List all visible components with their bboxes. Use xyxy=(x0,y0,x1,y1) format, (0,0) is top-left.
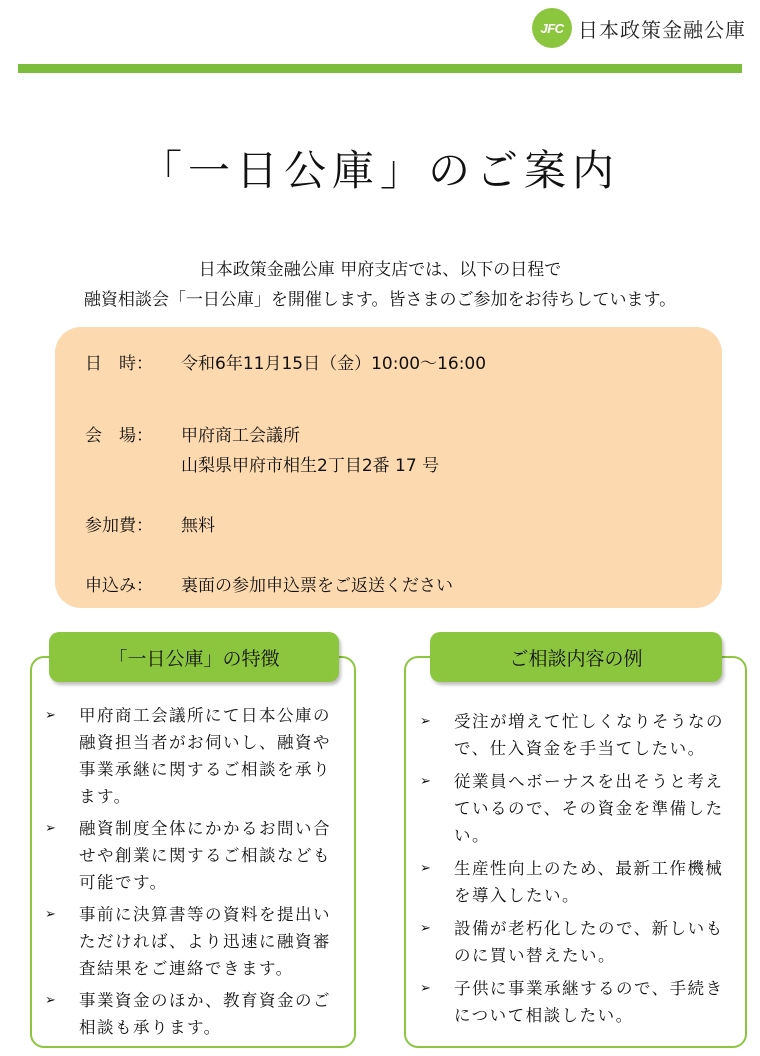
intro-line-2: 融資相談会「一日公庫」を開催します。皆さまのご参加をお待ちしています。 xyxy=(83,290,677,310)
apply-value: 裏面の参加申込票をご返送ください xyxy=(181,576,453,596)
list-item: ➢ 生産性向上のため、最新工作機械を導入したい。 xyxy=(420,855,732,909)
date-label: 日 時： xyxy=(85,354,153,374)
list-item: ➢ 事前に決算書等の資料を提出いただければ、より迅速に融資審査結果をご連絡できます。 xyxy=(45,901,345,982)
features-heading: 「一日公庫」の特徴 xyxy=(49,632,339,682)
arrow-bullet-icon: ➢ xyxy=(420,861,433,876)
list-item: ➢ 子供に事業承継するので、手続きについて相談したい。 xyxy=(420,975,732,1029)
arrow-bullet-icon: ➢ xyxy=(420,774,433,789)
event-info-box xyxy=(55,327,722,608)
intro-line-1: 日本政策金融公庫 甲府支店では、以下の日程で xyxy=(198,260,562,280)
fee-label: 参加費： xyxy=(85,516,153,536)
arrow-bullet-icon: ➢ xyxy=(45,821,58,836)
arrow-bullet-icon: ➢ xyxy=(420,714,433,729)
venue-name: 甲府商工会議所 xyxy=(181,426,300,446)
examples-list xyxy=(420,708,732,1035)
list-item: ➢ 受注が増えて忙しくなりそうなので、仕入資金を手当てしたい。 xyxy=(420,708,732,762)
arrow-bullet-icon: ➢ xyxy=(45,708,58,723)
arrow-bullet-icon: ➢ xyxy=(420,981,433,996)
list-item: ➢ 融資制度全体にかかるお問い合せや創業に関するご相談なども可能です。 xyxy=(45,815,345,896)
arrow-bullet-icon: ➢ xyxy=(420,921,433,936)
venue-row xyxy=(85,421,300,446)
jfc-logo-mark: JFC xyxy=(532,8,572,48)
logo-text: 日本政策金融公庫 xyxy=(578,17,746,42)
list-item: ➢ 設備が老朽化したので、新しいものに買い替えたい。 xyxy=(420,915,732,969)
apply-row xyxy=(85,571,453,596)
date-value: 令和6年11月15日（金）10:00〜16:00 xyxy=(181,354,487,374)
list-item: ➢ 従業員へボーナスを出そうと考えているので、その資金を準備したい。 xyxy=(420,768,732,849)
venue-address: 山梨県甲府市相生2丁目2番 17 号 xyxy=(181,456,440,476)
fee-row xyxy=(85,511,215,536)
intro-text xyxy=(0,255,760,315)
features-list xyxy=(45,702,345,1046)
arrow-bullet-icon: ➢ xyxy=(45,907,58,922)
examples-heading: ご相談内容の例 xyxy=(430,632,722,682)
header-divider xyxy=(18,64,742,73)
venue-label: 会 場： xyxy=(85,426,153,446)
page-title: 「一日公庫」のご案内 xyxy=(139,146,620,195)
apply-label: 申込み： xyxy=(85,576,153,596)
date-row xyxy=(85,349,486,374)
list-item: ➢ 事業資金のほか、教育資金のご相談も承ります。 xyxy=(45,987,345,1041)
fee-value: 無料 xyxy=(181,516,215,536)
jfc-logo xyxy=(532,8,746,48)
list-item: ➢ 甲府商工会議所にて日本公庫の融資担当者がお伺いし、融資や事業承継に関するご相談を承ります。 xyxy=(45,702,345,810)
arrow-bullet-icon: ➢ xyxy=(45,993,58,1008)
venue-address-row xyxy=(85,451,439,476)
